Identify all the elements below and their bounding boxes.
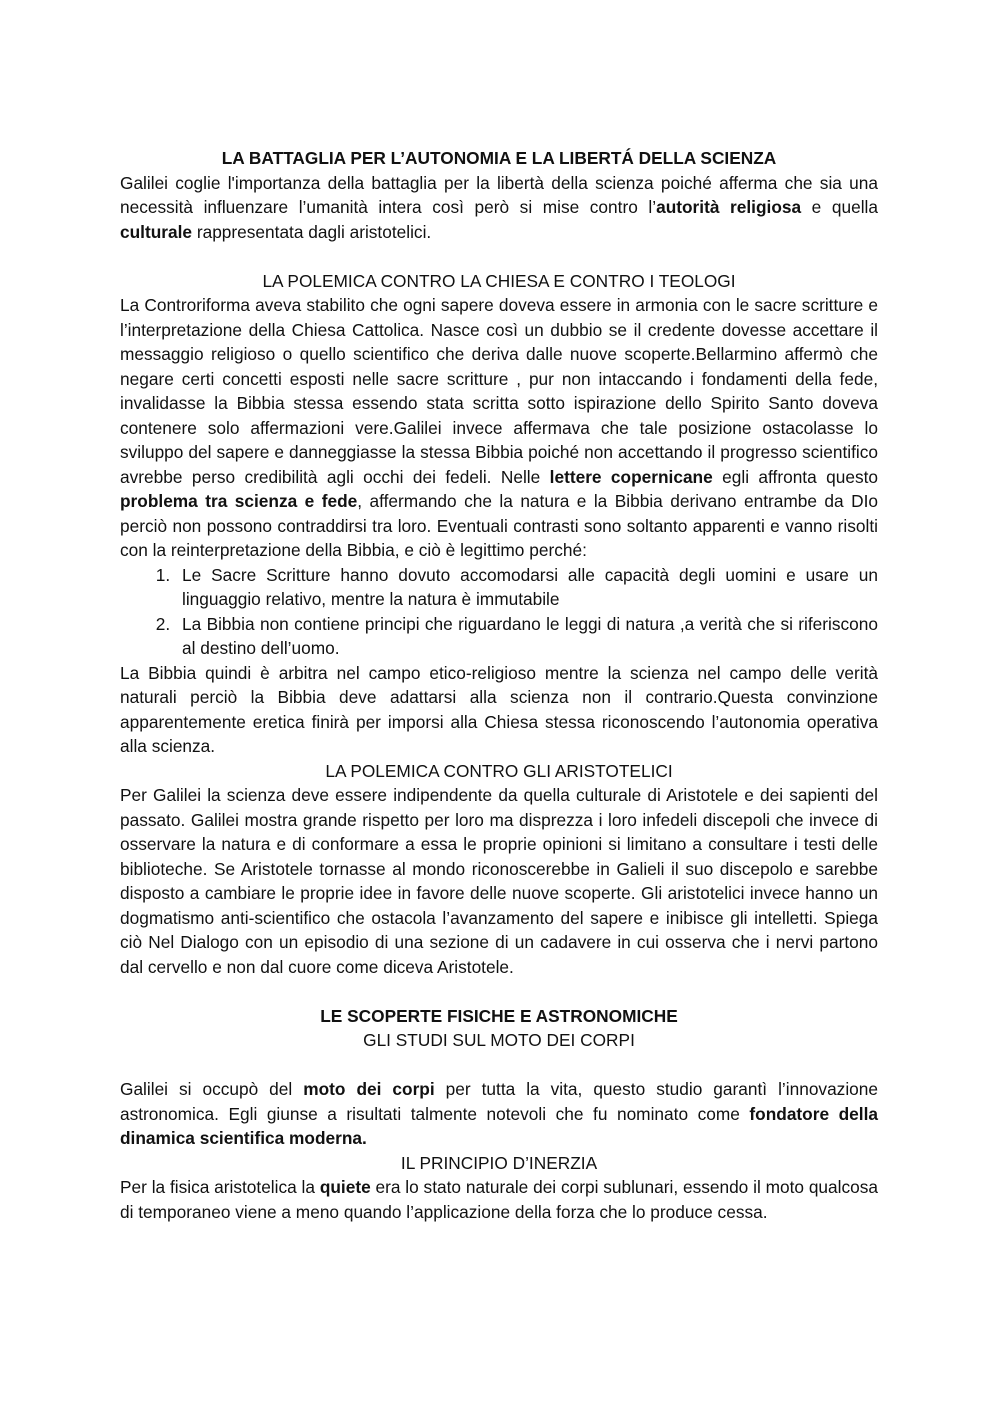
spacer	[120, 979, 878, 1004]
list-item: 2. La Bibbia non contiene principi che riguardano le leggi di natura ,a verità che si riferiscono al destino dell’uomo.	[175, 612, 878, 661]
section-title-scoperte: LE SCOPERTE FISICHE E ASTRONOMICHE	[320, 1005, 678, 1026]
section-title-autonomia: LA BATTAGLIA PER L’AUTONOMIA E LA LIBERTÁ DELLA SCIENZA	[221, 148, 777, 168]
list-item: 1. Le Sacre Scritture hanno dovuto accomodarsi alle capacità degli uomini e usare un linguaggio relativo, mentre la natura è immutabile	[175, 563, 878, 612]
paragraph-chiesa: La Controriforma aveva stabilito che ogni sapere doveva essere in armonia con le sacre scritture e l’interpretazione della Chiesa Cattolica. Nasce così un dubbio se il credente dovesse accettare il messaggio religioso o quello scientifico che deriva dalle nuove scoperte.Bellarmino affermò che negare certi concetti esposti nelle sacre scritture , pur non intaccando i fondamenti della fede, invalidasse la Bibbia stessa essendo stata scritta sotto ispirazione dello Spirito Santo doveva contenere solo affermazioni vere.Galilei invece affermava che tale posizione ostacolasse lo sviluppo del sapere e danneggiasse la stessa Bibbia poiché non accettando il progresso scientifico avrebbe perso credibilità agli occhi dei fedeli. Nelle lettere copernicane egli affronta questo problema tra scienza e fede, affermando che la natura e la Bibbia derivano entrambe da DIo perciò non possono contraddirsi tra loro. Eventuali contrasti sono soltanto apparenti e vanno risolti con la reinterpretazione della Bibbia, e ciò è legittimo perché:	[120, 295, 879, 560]
numbered-list	[120, 563, 878, 661]
section-title-aristotelici: LA POLEMICA CONTRO GLI ARISTOTELICI	[325, 760, 673, 781]
paragraph-aristotelici: Per Galilei la scienza deve essere indipendente da quella culturale di Aristotele e dei sapienti del passato. Galilei mostra grande rispetto per loro ma disprezza i loro infedeli discepoli che invece di osservare la natura e di conformare a essa le proprie opinioni si limitano a consultare i testi delle biblioteche. Se Aristotele tornasse al mondo riconoscerebbe in Galieli il suo discepolo e sarebbe disposto a cambiare le proprie idee in favore delle nuove scoperte. Gli aristotelici invece hanno un dogmatismo anti-scientifico che ostacola l’avanzamento del sapere e inibisce gli intelletti. Spiega ciò Nel Dialogo con un episodio di una sezione di un cadavere in cui osserva che i nervi partono dal cervello e non dal cuore come diceva Aristotele.	[120, 785, 878, 977]
section-title-chiesa: LA POLEMICA CONTRO LA CHIESA E CONTRO I TEOLOGI	[262, 270, 736, 291]
spacer	[120, 1053, 878, 1078]
section-title-inerzia: IL PRINCIPIO D’INERZIA	[400, 1152, 598, 1173]
section-subtitle-moto: GLI STUDI SUL MOTO DEI CORPI	[363, 1030, 635, 1050]
document-page	[120, 146, 878, 1224]
spacer	[120, 244, 878, 269]
paragraph-inerzia: Per la fisica aristotelica la quiete era lo stato naturale dei corpi sublunari, essendo il moto qualcosa di temporaneo viene a meno quando l’applicazione della forza che lo produce cessa.	[120, 1177, 878, 1222]
paragraph-autonomia: Galilei coglie l'importanza della battaglia per la libertà della scienza poiché afferma che sia una necessità influenzare l’umanità intera così però si mise contro l’autorità religiosa e quella culturale rappresentata dagli aristotelici.	[120, 172, 878, 242]
paragraph-bibbia: La Bibbia quindi è arbitra nel campo etico-religioso mentre la scienza nel campo delle verità naturali perciò la Bibbia deve adattarsi alla scienza non il contrario.Questa convinzione apparentemente eretica finirà per imporsi alla Chiesa stessa riconoscendo l’autonomia operativa alla scienza.	[120, 662, 878, 756]
paragraph-moto: Galilei si occupò del moto dei corpi per tutta la vita, questo studio garantì l’innovazione astronomica. Egli giunse a risultati talmente notevoli che fu nominato come fondatore della dinamica scientifica moderna.	[120, 1079, 878, 1148]
